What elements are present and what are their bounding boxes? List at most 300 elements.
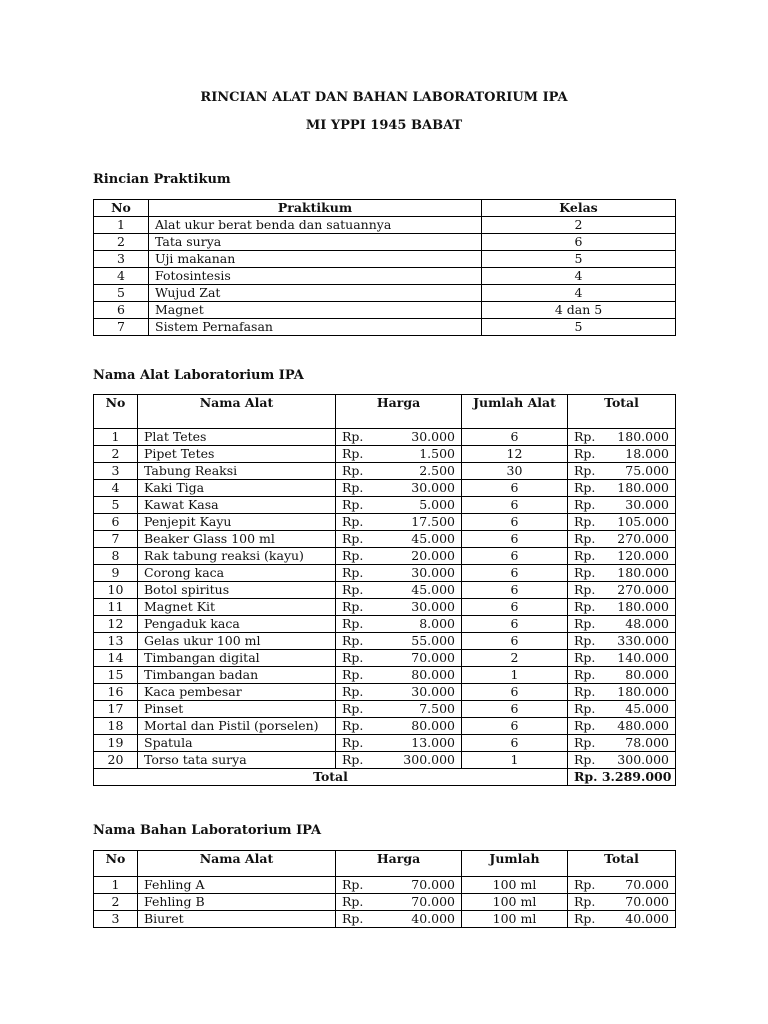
- row-jumlah: 6: [462, 616, 568, 633]
- row-name: Pipet Tetes: [138, 446, 336, 463]
- row-praktikum: Alat ukur berat benda dan satuannya: [149, 217, 482, 234]
- row-no: 2: [94, 234, 149, 251]
- table-row: [94, 480, 676, 497]
- row-name: Corong kaca: [138, 565, 336, 582]
- table-row: [94, 701, 676, 718]
- row-no: 10: [94, 582, 138, 599]
- row-name: Beaker Glass 100 ml: [138, 531, 336, 548]
- currency-label: Rp.: [574, 667, 596, 682]
- row-no: 18: [94, 718, 138, 735]
- row-harga: [336, 531, 462, 548]
- col-header-total: Total: [568, 851, 676, 877]
- total-wrap: [574, 650, 669, 666]
- harga-wrap: [342, 616, 455, 632]
- harga-wrap: [342, 497, 455, 513]
- table-row: [94, 514, 676, 531]
- table-row: [94, 599, 676, 616]
- harga-wrap: [342, 599, 455, 615]
- row-total: [568, 877, 676, 894]
- row-total: [568, 894, 676, 911]
- currency-label: Rp.: [342, 616, 364, 631]
- row-jumlah: 6: [462, 701, 568, 718]
- harga-wrap: [342, 480, 455, 496]
- table-row: [94, 548, 676, 565]
- amount-value: 180.000: [617, 565, 669, 580]
- table-row: [94, 446, 676, 463]
- amount-value: 13.000: [411, 735, 455, 750]
- document-subtitle: MI YPPI 1945 BABAT: [305, 118, 463, 133]
- row-no: 13: [94, 633, 138, 650]
- row-harga: [336, 480, 462, 497]
- col-header-harga: Harga: [336, 395, 462, 429]
- total-wrap: [574, 429, 669, 445]
- row-name: Kaca pembesar: [138, 684, 336, 701]
- row-name: Timbangan badan: [138, 667, 336, 684]
- total-wrap: [574, 548, 669, 564]
- amount-value: 70.000: [411, 650, 455, 665]
- currency-label: Rp.: [342, 548, 364, 563]
- row-harga: [336, 877, 462, 894]
- row-no: 6: [94, 514, 138, 531]
- row-no: 3: [94, 911, 138, 928]
- row-harga: [336, 497, 462, 514]
- row-no: 5: [94, 285, 149, 302]
- row-name: Biuret: [138, 911, 336, 928]
- table-row: [94, 667, 676, 684]
- total-wrap: [574, 877, 669, 893]
- row-jumlah: 6: [462, 599, 568, 616]
- row-no: 20: [94, 752, 138, 769]
- praktikum-header-row: [94, 200, 676, 217]
- bahan-table: [93, 850, 676, 928]
- row-no: 3: [94, 463, 138, 480]
- row-jumlah: 6: [462, 531, 568, 548]
- currency-label: Rp.: [574, 616, 596, 631]
- table-row: [94, 565, 676, 582]
- currency-label: Rp.: [342, 701, 364, 716]
- table-row: [94, 877, 676, 894]
- amount-value: 2.500: [419, 463, 455, 478]
- currency-label: Rp.: [342, 565, 364, 580]
- amount-value: 20.000: [411, 548, 455, 563]
- amount-value: 105.000: [617, 514, 669, 529]
- row-no: 3: [94, 251, 149, 268]
- row-total: [568, 599, 676, 616]
- table-row: [94, 894, 676, 911]
- amount-value: 70.000: [411, 877, 455, 892]
- currency-label: Rp.: [574, 429, 596, 444]
- total-value: Rp. 3.289.000: [568, 769, 676, 786]
- total-wrap: [574, 531, 669, 547]
- row-total: [568, 718, 676, 735]
- currency-label: Rp.: [342, 582, 364, 597]
- table-row: [94, 735, 676, 752]
- row-harga: [336, 565, 462, 582]
- amount-value: 40.000: [625, 911, 669, 926]
- row-harga: [336, 446, 462, 463]
- row-kelas: 5: [482, 251, 676, 268]
- harga-wrap: [342, 684, 455, 700]
- harga-wrap: [342, 667, 455, 683]
- harga-wrap: [342, 548, 455, 564]
- row-jumlah: 30: [462, 463, 568, 480]
- row-name: Timbangan digital: [138, 650, 336, 667]
- currency-label: Rp.: [342, 463, 364, 478]
- col-header-no: No: [94, 395, 138, 429]
- table-row: [94, 234, 676, 251]
- row-total: [568, 565, 676, 582]
- table-row: [94, 752, 676, 769]
- currency-label: Rp.: [342, 752, 364, 767]
- row-total: [568, 548, 676, 565]
- alat-header-row: [94, 395, 676, 429]
- currency-label: Rp.: [574, 463, 596, 478]
- row-jumlah: 6: [462, 497, 568, 514]
- row-harga: [336, 718, 462, 735]
- currency-label: Rp.: [342, 894, 364, 909]
- row-name: Fehling B: [138, 894, 336, 911]
- row-jumlah: 6: [462, 633, 568, 650]
- total-wrap: [574, 480, 669, 496]
- row-jumlah: 6: [462, 684, 568, 701]
- amount-value: 48.000: [625, 616, 669, 631]
- amount-value: 70.000: [411, 894, 455, 909]
- row-kelas: 4: [482, 285, 676, 302]
- amount-value: 45.000: [625, 701, 669, 716]
- currency-label: Rp.: [342, 480, 364, 495]
- row-jumlah: 100 ml: [462, 911, 568, 928]
- currency-label: Rp.: [574, 650, 596, 665]
- row-name: Pengaduk kaca: [138, 616, 336, 633]
- currency-label: Rp.: [342, 633, 364, 648]
- row-total: [568, 650, 676, 667]
- col-header-jumlah-alat: Jumlah Alat: [462, 395, 568, 429]
- col-header-praktikum: Praktikum: [149, 200, 482, 217]
- amount-value: 7.500: [419, 701, 455, 716]
- currency-label: Rp.: [342, 429, 364, 444]
- row-total: [568, 684, 676, 701]
- bahan-header-row: [94, 851, 676, 877]
- row-praktikum: Wujud Zat: [149, 285, 482, 302]
- row-name: Gelas ukur 100 ml: [138, 633, 336, 650]
- amount-value: 18.000: [625, 446, 669, 461]
- row-total: [568, 735, 676, 752]
- currency-label: Rp.: [574, 877, 596, 892]
- currency-label: Rp.: [574, 497, 596, 512]
- currency-label: Rp.: [342, 718, 364, 733]
- amount-value: 70.000: [625, 877, 669, 892]
- row-name: Tabung Reaksi: [138, 463, 336, 480]
- row-harga: [336, 752, 462, 769]
- currency-label: Rp.: [342, 877, 364, 892]
- amount-value: 140.000: [617, 650, 669, 665]
- amount-value: 30.000: [411, 480, 455, 495]
- table-row: [94, 650, 676, 667]
- row-harga: [336, 582, 462, 599]
- currency-label: Rp.: [574, 701, 596, 716]
- row-no: 17: [94, 701, 138, 718]
- row-harga: [336, 667, 462, 684]
- row-name: Torso tata surya: [138, 752, 336, 769]
- total-wrap: [574, 894, 669, 910]
- row-no: 15: [94, 667, 138, 684]
- row-harga: [336, 463, 462, 480]
- row-praktikum: Magnet: [149, 302, 482, 319]
- row-kelas: 5: [482, 319, 676, 336]
- row-jumlah: 2: [462, 650, 568, 667]
- amount-value: 1.500: [419, 446, 455, 461]
- harga-wrap: [342, 463, 455, 479]
- document-title: RINCIAN ALAT DAN BAHAN LABORATORIUM IPA: [200, 90, 568, 105]
- harga-wrap: [342, 701, 455, 717]
- harga-wrap: [342, 894, 455, 910]
- currency-label: Rp.: [342, 531, 364, 546]
- currency-label: Rp.: [574, 894, 596, 909]
- table-row: [94, 497, 676, 514]
- total-label: Total: [94, 769, 568, 786]
- row-name: Botol spiritus: [138, 582, 336, 599]
- row-harga: [336, 894, 462, 911]
- table-row: [94, 684, 676, 701]
- row-no: 2: [94, 894, 138, 911]
- amount-value: 40.000: [411, 911, 455, 926]
- amount-value: 270.000: [617, 531, 669, 546]
- amount-value: 80.000: [411, 718, 455, 733]
- table-row: [94, 633, 676, 650]
- row-kelas: 6: [482, 234, 676, 251]
- row-harga: [336, 429, 462, 446]
- row-jumlah: 1: [462, 667, 568, 684]
- total-wrap: [574, 497, 669, 513]
- row-no: 7: [94, 319, 149, 336]
- row-total: [568, 514, 676, 531]
- row-total: [568, 463, 676, 480]
- total-wrap: [574, 582, 669, 598]
- amount-value: 30.000: [625, 497, 669, 512]
- row-total: [568, 446, 676, 463]
- harga-wrap: [342, 877, 455, 893]
- currency-label: Rp.: [574, 480, 596, 495]
- row-kelas: 4 dan 5: [482, 302, 676, 319]
- row-praktikum: Uji makanan: [149, 251, 482, 268]
- col-header-total: Total: [568, 395, 676, 429]
- row-jumlah: 6: [462, 582, 568, 599]
- row-praktikum: Sistem Pernafasan: [149, 319, 482, 336]
- amount-value: 330.000: [617, 633, 669, 648]
- table-row: [94, 285, 676, 302]
- harga-wrap: [342, 582, 455, 598]
- col-header-no: No: [94, 200, 149, 217]
- total-wrap: [574, 718, 669, 734]
- table-row: [94, 319, 676, 336]
- amount-value: 180.000: [617, 684, 669, 699]
- row-no: 1: [94, 217, 149, 234]
- amount-value: 17.500: [411, 514, 455, 529]
- table-row: [94, 531, 676, 548]
- amount-value: 45.000: [411, 582, 455, 597]
- currency-label: Rp.: [574, 548, 596, 563]
- total-wrap: [574, 911, 669, 927]
- bahan-heading: Nama Bahan Laboratorium IPA: [93, 823, 322, 838]
- currency-label: Rp.: [574, 911, 596, 926]
- amount-value: 80.000: [625, 667, 669, 682]
- currency-label: Rp.: [342, 514, 364, 529]
- harga-wrap: [342, 446, 455, 462]
- row-name: Plat Tetes: [138, 429, 336, 446]
- col-header-no: No: [94, 851, 138, 877]
- row-no: 8: [94, 548, 138, 565]
- row-total: [568, 752, 676, 769]
- harga-wrap: [342, 514, 455, 530]
- currency-label: Rp.: [574, 531, 596, 546]
- harga-wrap: [342, 650, 455, 666]
- currency-label: Rp.: [342, 446, 364, 461]
- amount-value: 30.000: [411, 429, 455, 444]
- row-total: [568, 667, 676, 684]
- row-jumlah: 6: [462, 565, 568, 582]
- row-kelas: 4: [482, 268, 676, 285]
- col-header-jumlah: Jumlah: [462, 851, 568, 877]
- currency-label: Rp.: [574, 684, 596, 699]
- total-wrap: [574, 599, 669, 615]
- row-total: [568, 616, 676, 633]
- alat-heading: Nama Alat Laboratorium IPA: [93, 368, 304, 383]
- row-praktikum: Fotosintesis: [149, 268, 482, 285]
- table-row: [94, 911, 676, 928]
- row-no: 5: [94, 497, 138, 514]
- amount-value: 55.000: [411, 633, 455, 648]
- harga-wrap: [342, 718, 455, 734]
- row-harga: [336, 911, 462, 928]
- row-jumlah: 6: [462, 480, 568, 497]
- amount-value: 45.000: [411, 531, 455, 546]
- table-row: [94, 616, 676, 633]
- amount-value: 300.000: [403, 752, 455, 767]
- currency-label: Rp.: [574, 582, 596, 597]
- harga-wrap: [342, 752, 455, 768]
- col-header-nama-alat: Nama Alat: [138, 395, 336, 429]
- row-no: 4: [94, 480, 138, 497]
- row-jumlah: 100 ml: [462, 894, 568, 911]
- currency-label: Rp.: [574, 514, 596, 529]
- row-jumlah: 6: [462, 735, 568, 752]
- total-wrap: [574, 735, 669, 751]
- row-no: 19: [94, 735, 138, 752]
- currency-label: Rp.: [342, 599, 364, 614]
- row-no: 12: [94, 616, 138, 633]
- harga-wrap: [342, 531, 455, 547]
- row-name: Pinset: [138, 701, 336, 718]
- currency-label: Rp.: [342, 911, 364, 926]
- row-name: Kawat Kasa: [138, 497, 336, 514]
- row-harga: [336, 616, 462, 633]
- amount-value: 8.000: [419, 616, 455, 631]
- row-name: Magnet Kit: [138, 599, 336, 616]
- total-wrap: [574, 616, 669, 632]
- row-jumlah: 6: [462, 514, 568, 531]
- amount-value: 78.000: [625, 735, 669, 750]
- row-harga: [336, 633, 462, 650]
- amount-value: 30.000: [411, 565, 455, 580]
- currency-label: Rp.: [574, 718, 596, 733]
- row-total: [568, 497, 676, 514]
- row-name: Penjepit Kayu: [138, 514, 336, 531]
- row-harga: [336, 650, 462, 667]
- row-name: Fehling A: [138, 877, 336, 894]
- currency-label: Rp.: [574, 565, 596, 580]
- harga-wrap: [342, 565, 455, 581]
- row-total: [568, 582, 676, 599]
- row-no: 14: [94, 650, 138, 667]
- row-total: [568, 480, 676, 497]
- row-no: 6: [94, 302, 149, 319]
- amount-value: 120.000: [617, 548, 669, 563]
- amount-value: 270.000: [617, 582, 669, 597]
- row-name: Kaki Tiga: [138, 480, 336, 497]
- amount-value: 300.000: [617, 752, 669, 767]
- amount-value: 30.000: [411, 599, 455, 614]
- total-wrap: [574, 684, 669, 700]
- row-no: 7: [94, 531, 138, 548]
- row-name: Spatula: [138, 735, 336, 752]
- currency-label: Rp.: [342, 667, 364, 682]
- row-total: [568, 701, 676, 718]
- row-name: Rak tabung reaksi (kayu): [138, 548, 336, 565]
- harga-wrap: [342, 429, 455, 445]
- total-wrap: [574, 463, 669, 479]
- currency-label: Rp.: [342, 684, 364, 699]
- col-header-nama-alat: Nama Alat: [138, 851, 336, 877]
- row-no: 16: [94, 684, 138, 701]
- total-wrap: [574, 514, 669, 530]
- currency-label: Rp.: [574, 446, 596, 461]
- currency-label: Rp.: [342, 497, 364, 512]
- row-jumlah: 6: [462, 548, 568, 565]
- amount-value: 180.000: [617, 480, 669, 495]
- table-row: [94, 718, 676, 735]
- row-no: 1: [94, 877, 138, 894]
- total-wrap: [574, 752, 669, 768]
- row-kelas: 2: [482, 217, 676, 234]
- table-row: [94, 302, 676, 319]
- table-row: [94, 251, 676, 268]
- currency-label: Rp.: [574, 633, 596, 648]
- row-total: [568, 633, 676, 650]
- row-jumlah: 6: [462, 718, 568, 735]
- row-jumlah: 6: [462, 429, 568, 446]
- amount-value: 180.000: [617, 599, 669, 614]
- row-total: [568, 531, 676, 548]
- row-no: 1: [94, 429, 138, 446]
- amount-value: 70.000: [625, 894, 669, 909]
- harga-wrap: [342, 735, 455, 751]
- total-wrap: [574, 701, 669, 717]
- alat-total-row: [94, 769, 676, 786]
- amount-value: 480.000: [617, 718, 669, 733]
- table-row: [94, 217, 676, 234]
- row-jumlah: 12: [462, 446, 568, 463]
- harga-wrap: [342, 633, 455, 649]
- total-wrap: [574, 633, 669, 649]
- total-wrap: [574, 667, 669, 683]
- row-no: 4: [94, 268, 149, 285]
- row-harga: [336, 735, 462, 752]
- amount-value: 30.000: [411, 684, 455, 699]
- col-header-harga: Harga: [336, 851, 462, 877]
- row-no: 9: [94, 565, 138, 582]
- total-wrap: [574, 446, 669, 462]
- row-harga: [336, 514, 462, 531]
